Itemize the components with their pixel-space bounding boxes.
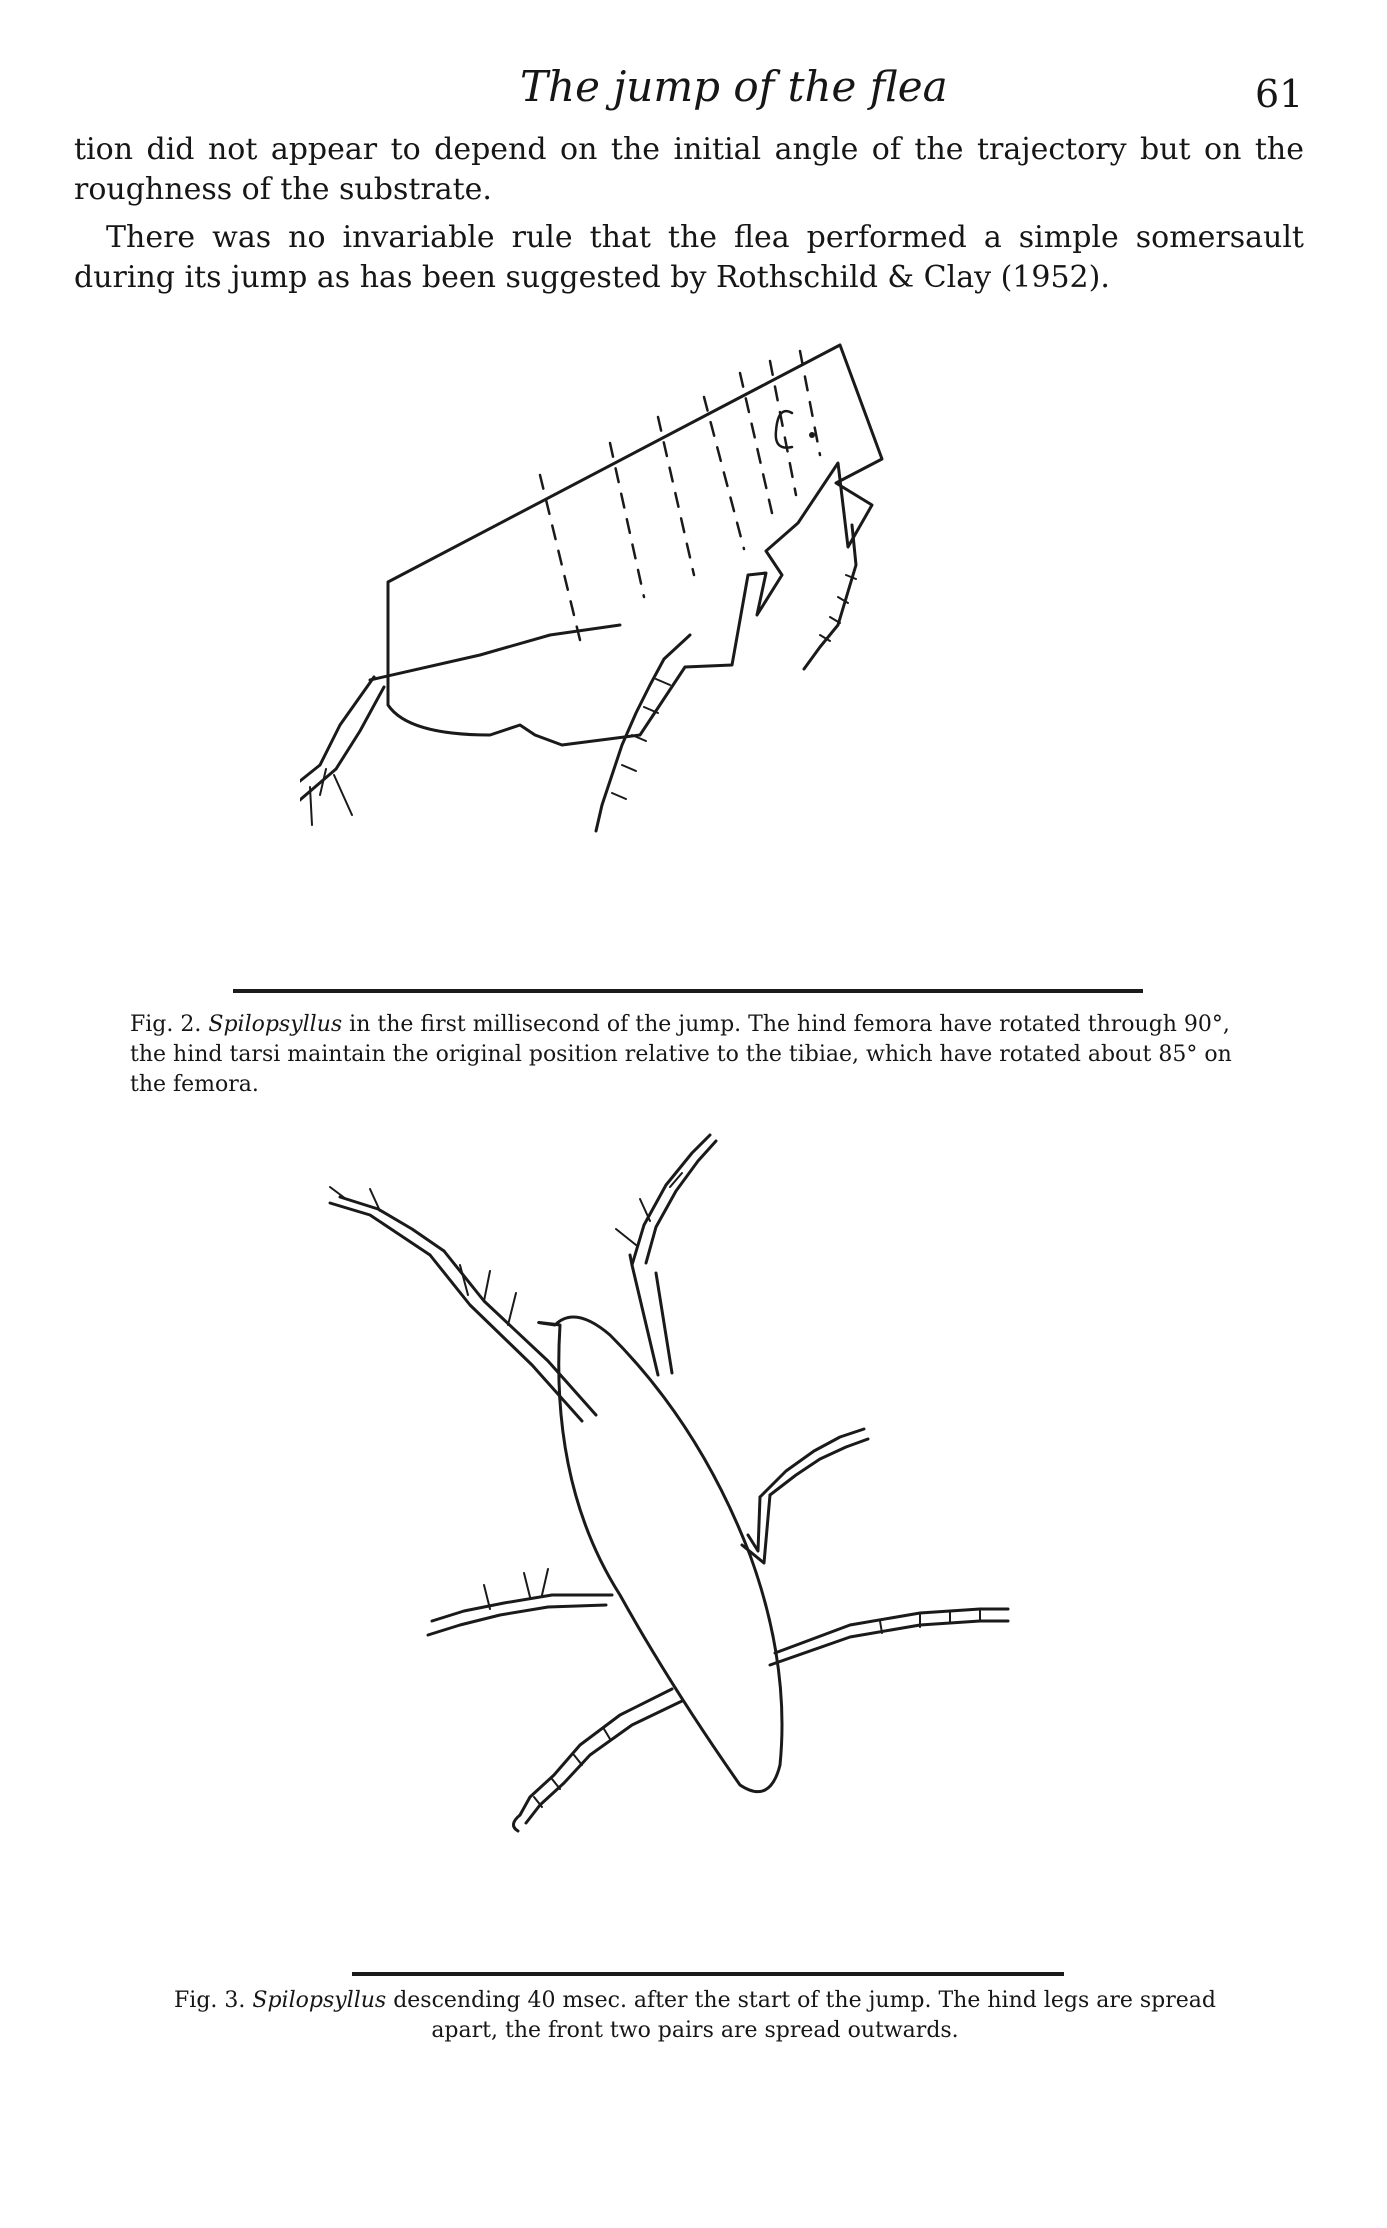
figure-2-rule: [233, 989, 1143, 993]
figure-3-label: Fig. 3.: [174, 1988, 246, 2013]
page-number: 61: [1255, 72, 1304, 116]
mid-leg-tarsus: [760, 1429, 868, 1497]
left-upper-leg-tarsus: [330, 1197, 444, 1255]
running-head: [0, 62, 1387, 122]
eye-mark: [776, 411, 792, 448]
figure-3-caption: [170, 1986, 1220, 2046]
front-leg-tarsus: [632, 1135, 716, 1265]
body-text: [74, 130, 1304, 298]
figure-3-caption-text: descending 40 msec. after the start of the jump. The hind legs are spread apart, the front two pairs are spread outwards.: [386, 1988, 1216, 2043]
hind-leg-left: [520, 1689, 682, 1823]
hind-leg-bristles: [300, 769, 352, 887]
hind-leg-femur: [370, 625, 620, 680]
eye-dot: [809, 432, 815, 438]
running-title: The jump of the flea: [520, 62, 948, 111]
flea-body-outline: [388, 345, 882, 745]
hind-leg-right: [770, 1609, 1008, 1665]
figure-3-genus: Spilopsyllus: [252, 1988, 387, 2013]
middle-leg-segments: [612, 679, 670, 799]
figure-3-drawing: [320, 1125, 1040, 1885]
segment-lines: [540, 351, 820, 640]
figure-3-rule: [352, 1972, 1064, 1976]
paragraph-continuation: tion did not appear to depend on the initial angle of the trajectory but on the roughness of the substrate.: [74, 132, 1304, 207]
front-leg-bristles: [616, 1173, 682, 1245]
hind-leg-tibia: [320, 677, 384, 769]
left-lower-leg-bristles: [484, 1569, 548, 1609]
hind-leg-left-claw: [513, 1815, 520, 1831]
left-lower-leg: [428, 1595, 612, 1635]
flea-body-outline: [539, 1317, 782, 1792]
hind-leg-tarsus: [300, 765, 336, 871]
left-upper-leg: [430, 1251, 596, 1421]
hind-leg-left-segments: [534, 1729, 610, 1807]
figure-2-caption-text: in the first millisecond of the jump. The hind femora have rotated through 90°, the hind tarsi maintain the original position relative to the tibiae, which have rotated about 85° on the femora.: [130, 1012, 1232, 1097]
figure-2-label: Fig. 2.: [130, 1012, 202, 1037]
figure-2-drawing: [300, 335, 900, 985]
figure-2-genus: Spilopsyllus: [208, 1012, 343, 1037]
figure-2-caption: [130, 1010, 1250, 1100]
paragraph-somersault: There was no invariable rule that the flea performed a simple somersault during its jump as has been suggested by Rothschild & Clay (1952).: [74, 220, 1304, 295]
mid-leg-upper: [742, 1495, 770, 1563]
front-leg-upper: [630, 1255, 672, 1375]
